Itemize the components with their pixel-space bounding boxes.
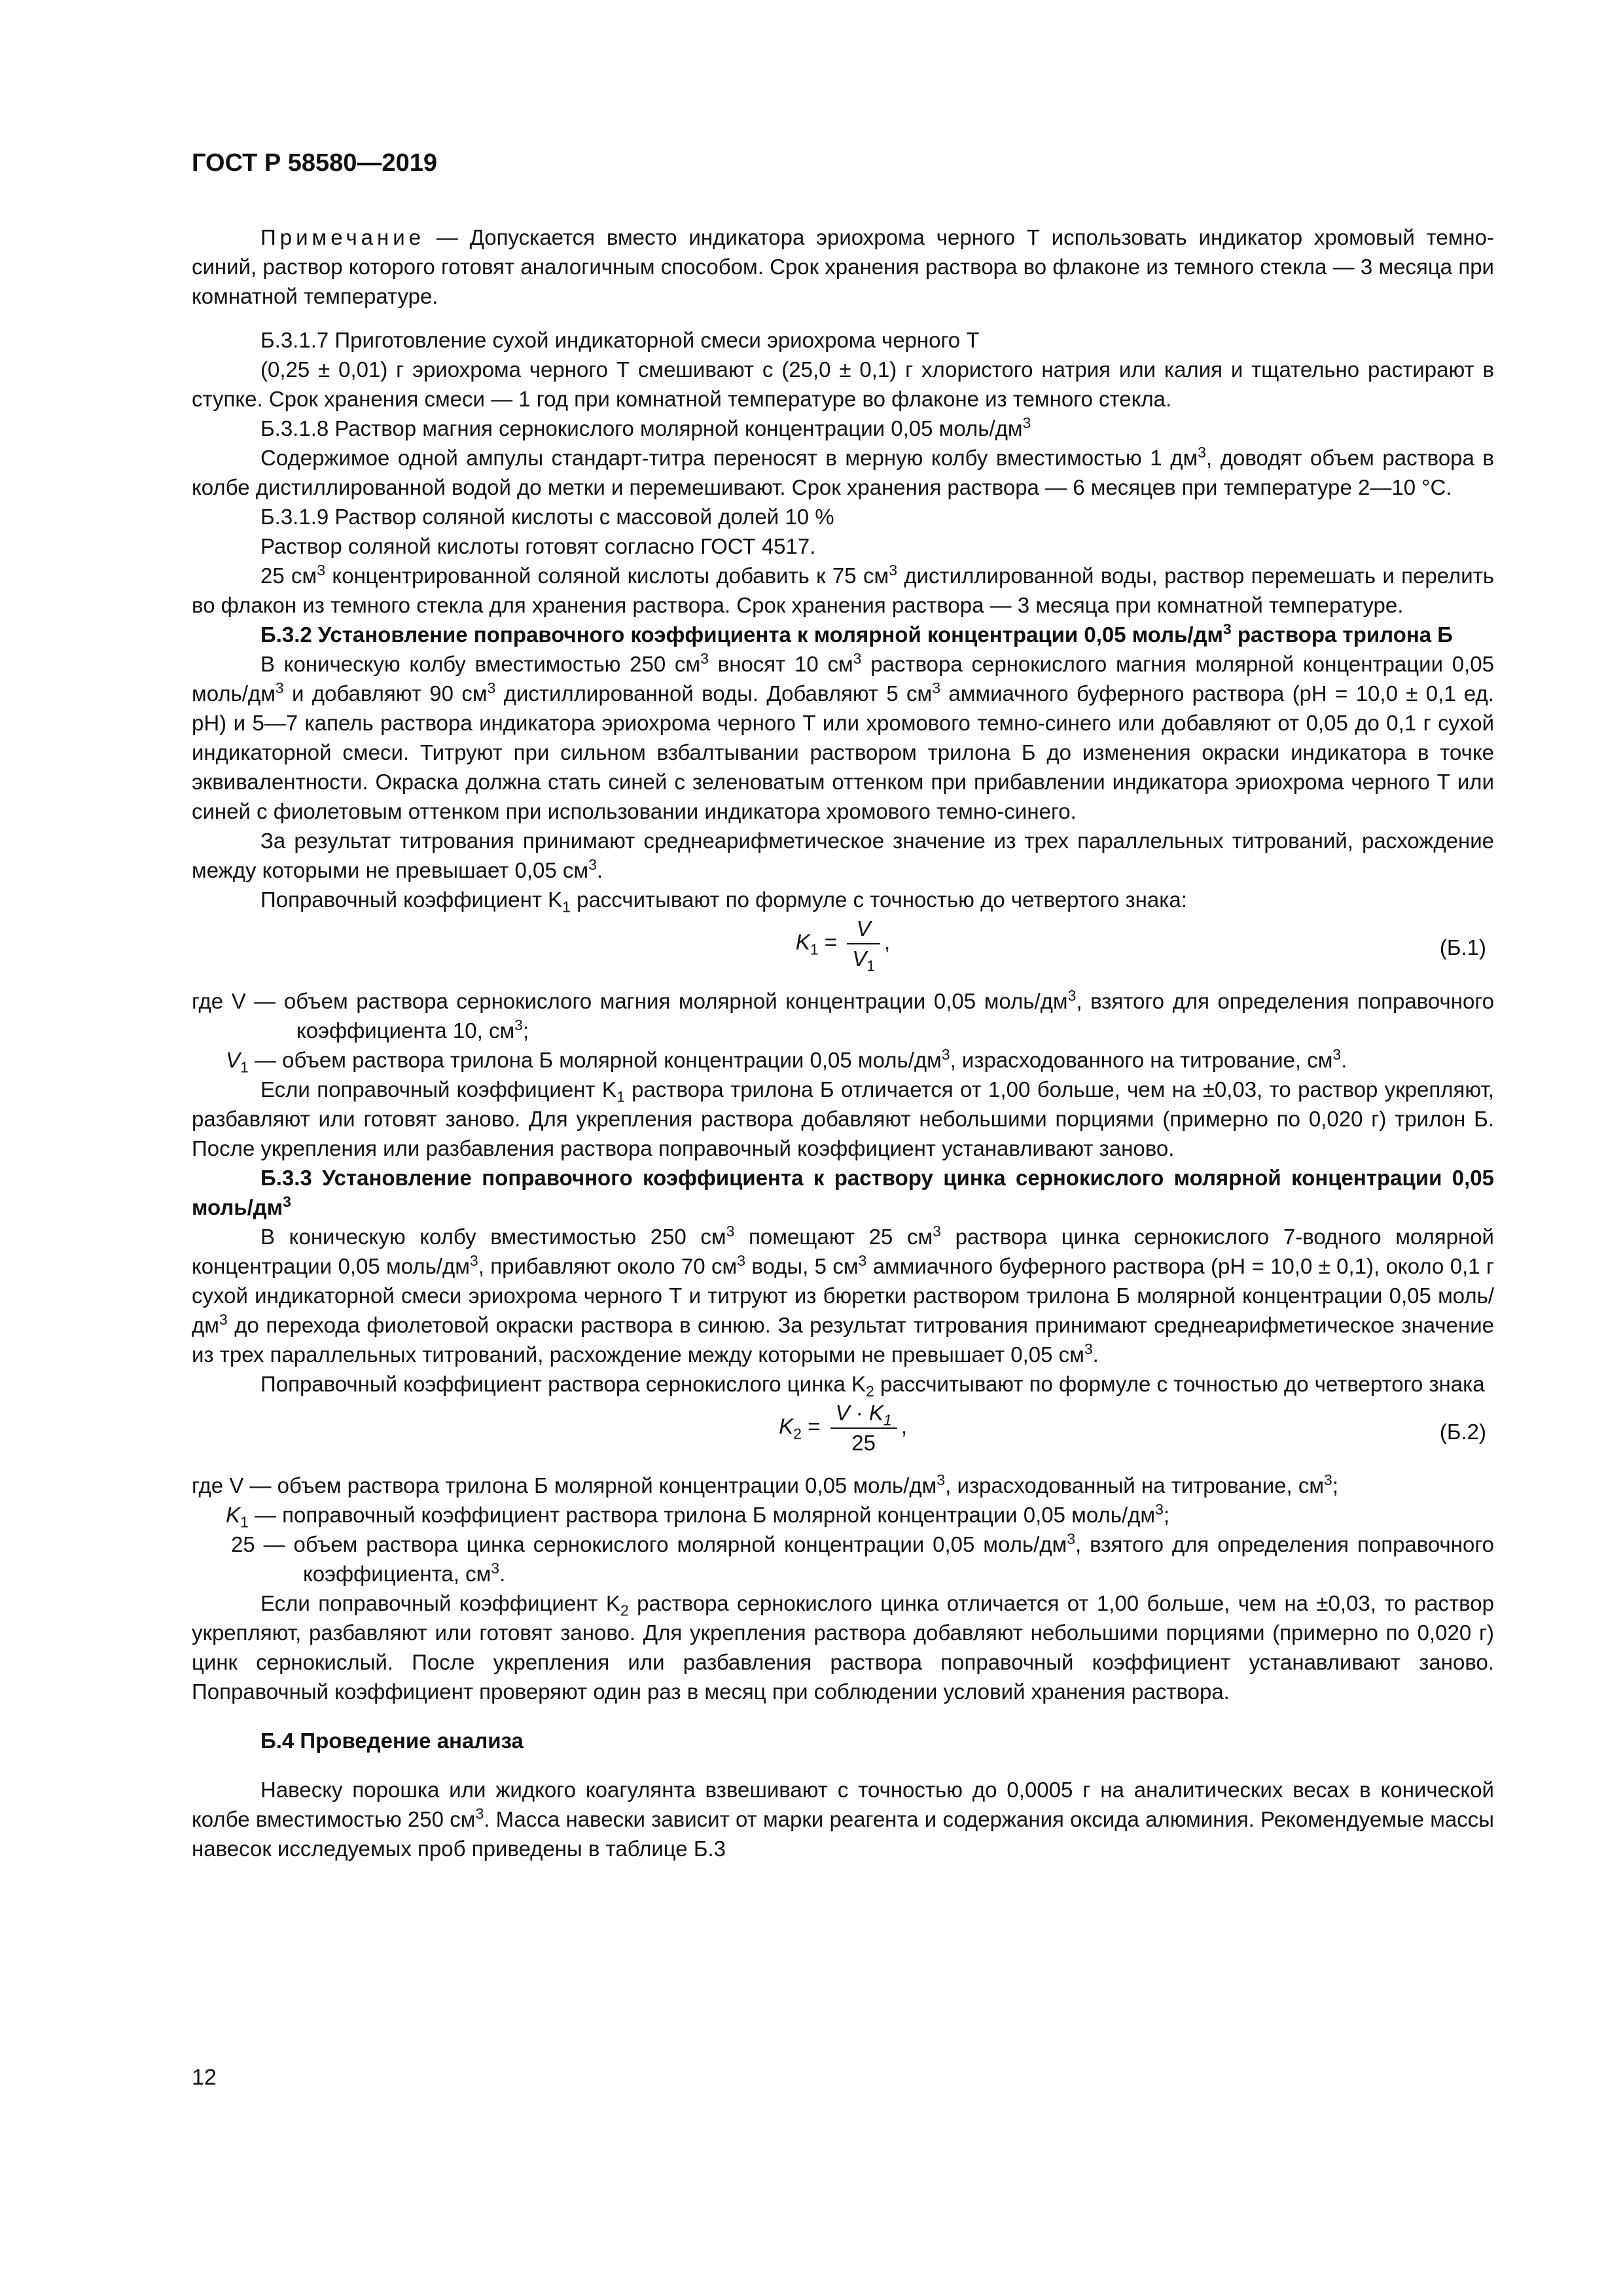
b3-1-9-line1: Раствор соляной кислоты готовят согласно ГОСТ 4517. xyxy=(260,534,816,558)
b3-3-paragraph-1: В коническую колбу вместимостью 250 $см^3$ помещают 25 $см^3$ раствора цинка сернокислого 7-водного молярной концентрации 0,05 моль/$дм^3$, прибавляют около 70 $см^3$ воды, 5 $см^3$ аммиачного буферного раствора (pH = 10,0 ± 0,1), около 0,1 г сухой индикаторной смеси эриохрома черного Т и титруют из бюретки раствором трилона Б молярной концентрации 0,05 моль/$дм^3$ до перехода фиолетовой окраски раствора в синюю. За результат титрования принимают среднеарифметическое значение из трех параллельных титрований, расхождение между которыми не превышает 0,05 $см^3$. xyxy=(192,1223,1494,1367)
document-header: ГОСТ Р 58580—2019 xyxy=(192,149,437,177)
formula-b1-number: (Б.1) xyxy=(1439,935,1486,960)
b3-1-9-line2: 25 $см^3$ концентрированной соляной кислоты добавить к 75 $см^3$ дистиллированной воды, раствор перемешать и перелить во флакон из темного стекла для хранения раствора. Срок хранения раствора — 3 месяца при комнатной температуре. xyxy=(192,562,1495,617)
page-number: 12 xyxy=(192,2065,217,2090)
b3-1-8-text: Содержимое одной ампулы стандарт-титра переносят в мерную колбу вместимостью 1 $дм^3$, доводят объем раствора в колбе дистиллированной водой до метки и перемешивают. Срок хранения раствора — 6 месяцев при температуре 2—10 °С. xyxy=(192,444,1494,499)
note-text: — Допускается вместо индикатора эриохрома черного Т использовать индикатор хромовый темно-синий, раствор которого готовят аналогичным способом. Срок хранения раствора во флаконе из темного стекла — 3 месяца при комнатной температуре. xyxy=(192,225,1494,308)
where-v-trilon: где V — объем раствора трилона Б молярной концентрации 0,05 моль/$дм^3$, израсходованный на титрование, $см^3$; xyxy=(192,1471,1339,1498)
where-25: 25 — объем раствора цинка сернокислого молярной концентрации 0,05 моль/$дм^3$, взятого для определения поправочного коэффициента, $см^3$. xyxy=(231,1530,1494,1586)
note-label: Примечание xyxy=(260,225,425,249)
b3-1-8-title: Б.3.1.8 Раствор магния сернокислого молярной концентрации 0,05 моль/$дм^3$ xyxy=(260,414,1031,440)
b3-1-9-title: Б.3.1.9 Раствор соляной кислоты с массовой долей 10 % xyxy=(260,505,834,529)
page-body xyxy=(192,223,1494,1863)
b3-2-paragraph-4: Если поправочный коэффициент $K_1$ раствора трилона Б отличается от 1,00 больше, чем на ±0,03, то раствор укрепляют, разбавляют или готовят заново. Для укрепления раствора добавляют небольшими порциями (примерно по 0,020 г) трилон Б. После укрепления или разбавления раствора поправочный коэффициент устанавливают заново. xyxy=(192,1077,1494,1160)
formula-b1: $K_1$ = $\frac{V}{V_1}$ , (Б.1) xyxy=(192,914,1494,986)
b4-paragraph-1: Навеску порошка или жидкого коагулянта взвешивают с точностью до 0,0005 г на аналитических весах в конической колбе вместимостью 250 $см^3$. Масса навески зависит от марки реагента и содержания оксида алюминия. Рекомендуемые массы навесок исследуемых проб приведены в таблице Б.3 xyxy=(192,1778,1494,1861)
b3-3-paragraph-2: Поправочный коэффициент раствора сернокислого цинка $K_2$ рассчитывают по формуле с точностью до четвертого знака xyxy=(260,1372,1485,1400)
note-paragraph xyxy=(192,223,1494,311)
b3-2-paragraph-2: За результат титрования принимают среднеарифметическое значение из трех параллельных титрований, расхождение между которыми не превышает 0,05 $см^3$. xyxy=(192,829,1494,882)
formula-b2-number: (Б.2) xyxy=(1439,1420,1486,1444)
b3-3-heading: Б.3.3 Установление поправочного коэффициента к раствору цинка сернокислого молярной концентрации 0,05 моль/$дм^3$ xyxy=(192,1166,1494,1219)
b4-heading: Б.4 Проведение анализа xyxy=(260,1729,524,1753)
b3-1-7-title: Б.3.1.7 Приготовление сухой индикаторной смеси эриохрома черного Т xyxy=(260,328,980,352)
b3-3-paragraph-3: Если поправочный коэффициент $K_2$ раствора сернокислого цинка отличается от 1,00 больше, чем на ±0,03, то раствор укрепляют, разбавляют или готовят заново. Для укрепления раствора добавляют небольшими порциями (примерно по 0,020 г) цинк сернокислый. После укрепления или разбавления раствора поправочный коэффициент устанавливают заново. Поправочный коэффициент проверяют один раз в месяц при соблюдении условий хранения раствора. xyxy=(192,1591,1494,1704)
where-k1: $K_1$ — поправочный коэффициент раствора трилона Б молярной концентрации 0,05 моль/$дм^3$; xyxy=(226,1501,1170,1531)
b3-2-paragraph-3: Поправочный коэффициент $K_1$ рассчитывают по формуле с точностью до четвертого знака: xyxy=(260,888,1187,916)
b3-1-7-text: (0,25 ± 0,01) г эриохрома черного Т смешивают с (25,0 ± 0,1) г хлористого натрия или калия и тщательно растирают в ступке. Срок хранения смеси — 1 год при комнатной температуре во флаконе из темного стекла. xyxy=(192,357,1494,411)
b3-2-paragraph-1: В коническую колбу вместимостью 250 $см^3$ вносят 10 $см^3$ раствора сернокислого магния молярной концентрации 0,05 моль/$дм^3$ и добавляют 90 $см^3$ дистиллированной воды. Добавляют 5 $см^3$ аммиачного буферного раствора (pH = 10,0 ± 0,1 ед. pH) и 5—7 капель раствора индикатора эриохрома черного Т или хромового темно-синего или добавляют от 0,05 до 0,1 г сухой индикаторной смеси. Титруют при сильном взбалтывании раствором трилона Б до изменения окраски индикатора в точке эквивалентности. Окраска должна стать синей с зеленоватым оттенком при прибавлении индикатора эриохрома черного Т или синей с фиолетовым оттенком при использовании индикатора хромового темно-синего. xyxy=(192,650,1494,823)
formula-b2: $K_2$ = $\frac{V \cdot K_1}{25}$ , (Б.2) xyxy=(192,1399,1494,1471)
where-v1: $V_1$ — объем раствора трилона Б молярной концентрации 0,05 моль/$дм^3$, израсходованного на титрование, $см^3$. xyxy=(226,1046,1347,1076)
where-v: где V — объем раствора сернокислого магния молярной концентрации 0,05 моль/$дм^3$, взятого для определения поправочного коэффициента 10, $см^3$; xyxy=(192,987,1494,1043)
b3-2-heading: Б.3.2 Установление поправочного коэффициента к молярной концентрации 0,05 моль/$дм^3$ раствора трилона Б xyxy=(260,620,1454,647)
